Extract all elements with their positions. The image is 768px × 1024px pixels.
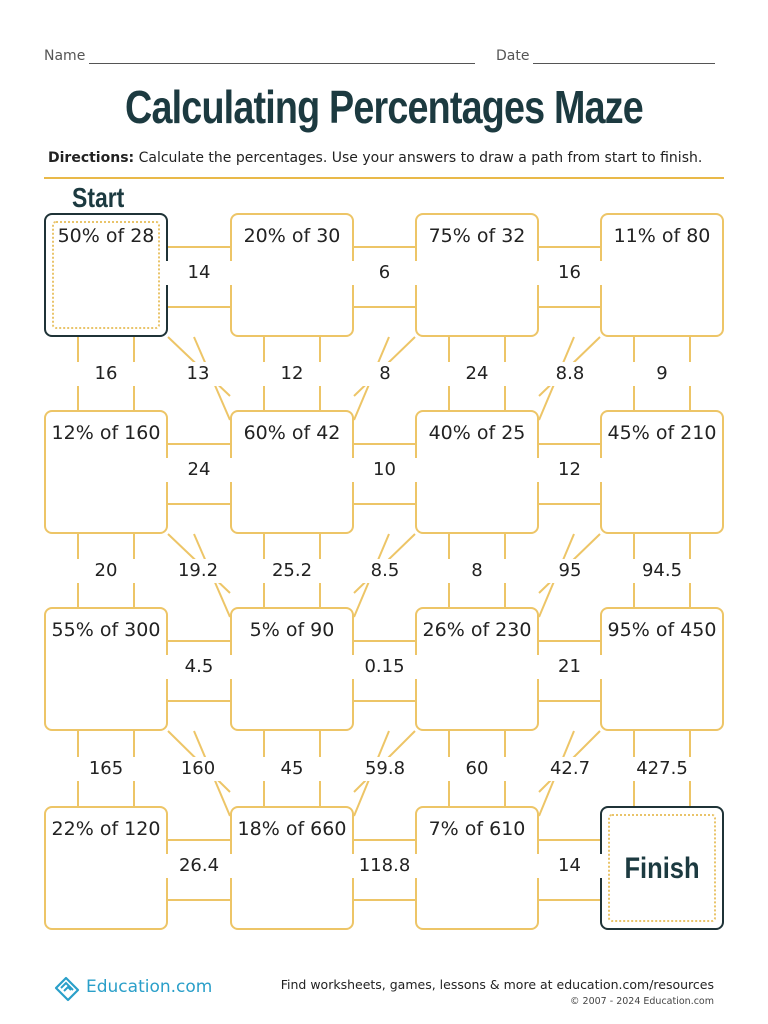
start-label: Start (72, 182, 125, 213)
education-logo-icon (52, 972, 82, 1002)
percentage-problem: 95% of 450 (607, 619, 717, 641)
horizontal-answer[interactable]: 6 (350, 261, 420, 285)
footer-tagline[interactable]: Find worksheets, games, lessons & more at education.com/resources (280, 977, 714, 992)
percentage-problem: 11% of 80 (613, 225, 711, 247)
horizontal-answer[interactable]: 10 (350, 458, 420, 482)
vertical-answer[interactable]: 427.5 (627, 757, 697, 781)
maze-cell[interactable] (415, 213, 539, 337)
percentage-problem: 50% of 28 (57, 225, 155, 247)
percentage-problem: 18% of 660 (237, 818, 347, 840)
diagonal-answer[interactable]: 8.5 (350, 559, 420, 583)
percentage-problem: 5% of 90 (249, 619, 335, 641)
diagonal-answer[interactable]: 59.8 (350, 757, 420, 781)
percentage-problem: 40% of 25 (428, 422, 526, 444)
vertical-answer[interactable]: 60 (442, 757, 512, 781)
percentage-problem: 7% of 610 (428, 818, 526, 840)
vertical-answer[interactable]: 24 (442, 362, 512, 386)
maze-cell[interactable] (600, 213, 724, 337)
vertical-answer[interactable]: 45 (257, 757, 327, 781)
vertical-answer[interactable]: 8 (442, 559, 512, 583)
vertical-answer[interactable]: 94.5 (627, 559, 697, 583)
vertical-answer[interactable]: 16 (71, 362, 141, 386)
percentage-problem: 12% of 160 (51, 422, 161, 444)
maze-cell[interactable] (230, 806, 354, 930)
percentage-problem: 55% of 300 (51, 619, 161, 641)
directions-text: Calculate the percentages. Use your answers to draw a path from start to finish. (134, 150, 703, 166)
diagonal-answer[interactable]: 95 (535, 559, 605, 583)
diagonal-answer[interactable]: 160 (163, 757, 233, 781)
footer-copyright: © 2007 - 2024 Education.com (570, 996, 714, 1007)
horizontal-answer[interactable]: 24 (164, 458, 234, 482)
finish-cell[interactable] (600, 806, 724, 930)
horizontal-answer[interactable]: 0.15 (350, 655, 420, 679)
maze-cell[interactable] (415, 607, 539, 731)
horizontal-answer[interactable]: 14 (164, 261, 234, 285)
percentage-problem: 45% of 210 (607, 422, 717, 444)
diagonal-answer[interactable]: 8.8 (535, 362, 605, 386)
horizontal-answer[interactable]: 12 (535, 458, 605, 482)
maze-cell[interactable] (600, 607, 724, 731)
percentage-problem: 22% of 120 (51, 818, 161, 840)
vertical-answer[interactable]: 12 (257, 362, 327, 386)
directions-label: Directions: (48, 150, 135, 166)
maze-cell[interactable] (44, 806, 168, 930)
page-title: Calculating Percentages Maze (125, 81, 643, 133)
percentage-problem: 60% of 42 (243, 422, 341, 444)
finish-label: Finish (624, 852, 700, 885)
vertical-answer[interactable]: 165 (71, 757, 141, 781)
diagonal-answer[interactable]: 19.2 (163, 559, 233, 583)
maze-cell[interactable] (44, 410, 168, 534)
date-label: Date (496, 48, 530, 64)
horizontal-answer[interactable]: 21 (535, 655, 605, 679)
horizontal-answer[interactable]: 16 (535, 261, 605, 285)
percentage-problem: 75% of 32 (428, 225, 526, 247)
maze-cell[interactable] (600, 410, 724, 534)
name-label: Name (44, 48, 86, 64)
maze-cell[interactable] (230, 410, 354, 534)
vertical-answer[interactable]: 20 (71, 559, 141, 583)
maze-cell[interactable] (415, 806, 539, 930)
maze-cell[interactable] (230, 607, 354, 731)
horizontal-answer[interactable]: 4.5 (164, 655, 234, 679)
maze-cell[interactable] (415, 410, 539, 534)
horizontal-answer[interactable]: 26.4 (164, 854, 234, 878)
start-cell[interactable] (44, 213, 168, 337)
maze-cell[interactable] (230, 213, 354, 337)
diagonal-answer[interactable]: 42.7 (535, 757, 605, 781)
education-logo[interactable] (52, 972, 212, 1002)
education-logo-text: Education.com (86, 977, 213, 997)
maze-cell[interactable] (44, 607, 168, 731)
diagonal-answer[interactable]: 8 (350, 362, 420, 386)
horizontal-answer[interactable]: 14 (535, 854, 605, 878)
percentage-problem: 26% of 230 (422, 619, 532, 641)
vertical-answer[interactable]: 9 (627, 362, 697, 386)
percentage-problem: 20% of 30 (243, 225, 341, 247)
diagonal-answer[interactable]: 13 (163, 362, 233, 386)
vertical-answer[interactable]: 25.2 (257, 559, 327, 583)
horizontal-answer[interactable]: 118.8 (350, 854, 420, 878)
